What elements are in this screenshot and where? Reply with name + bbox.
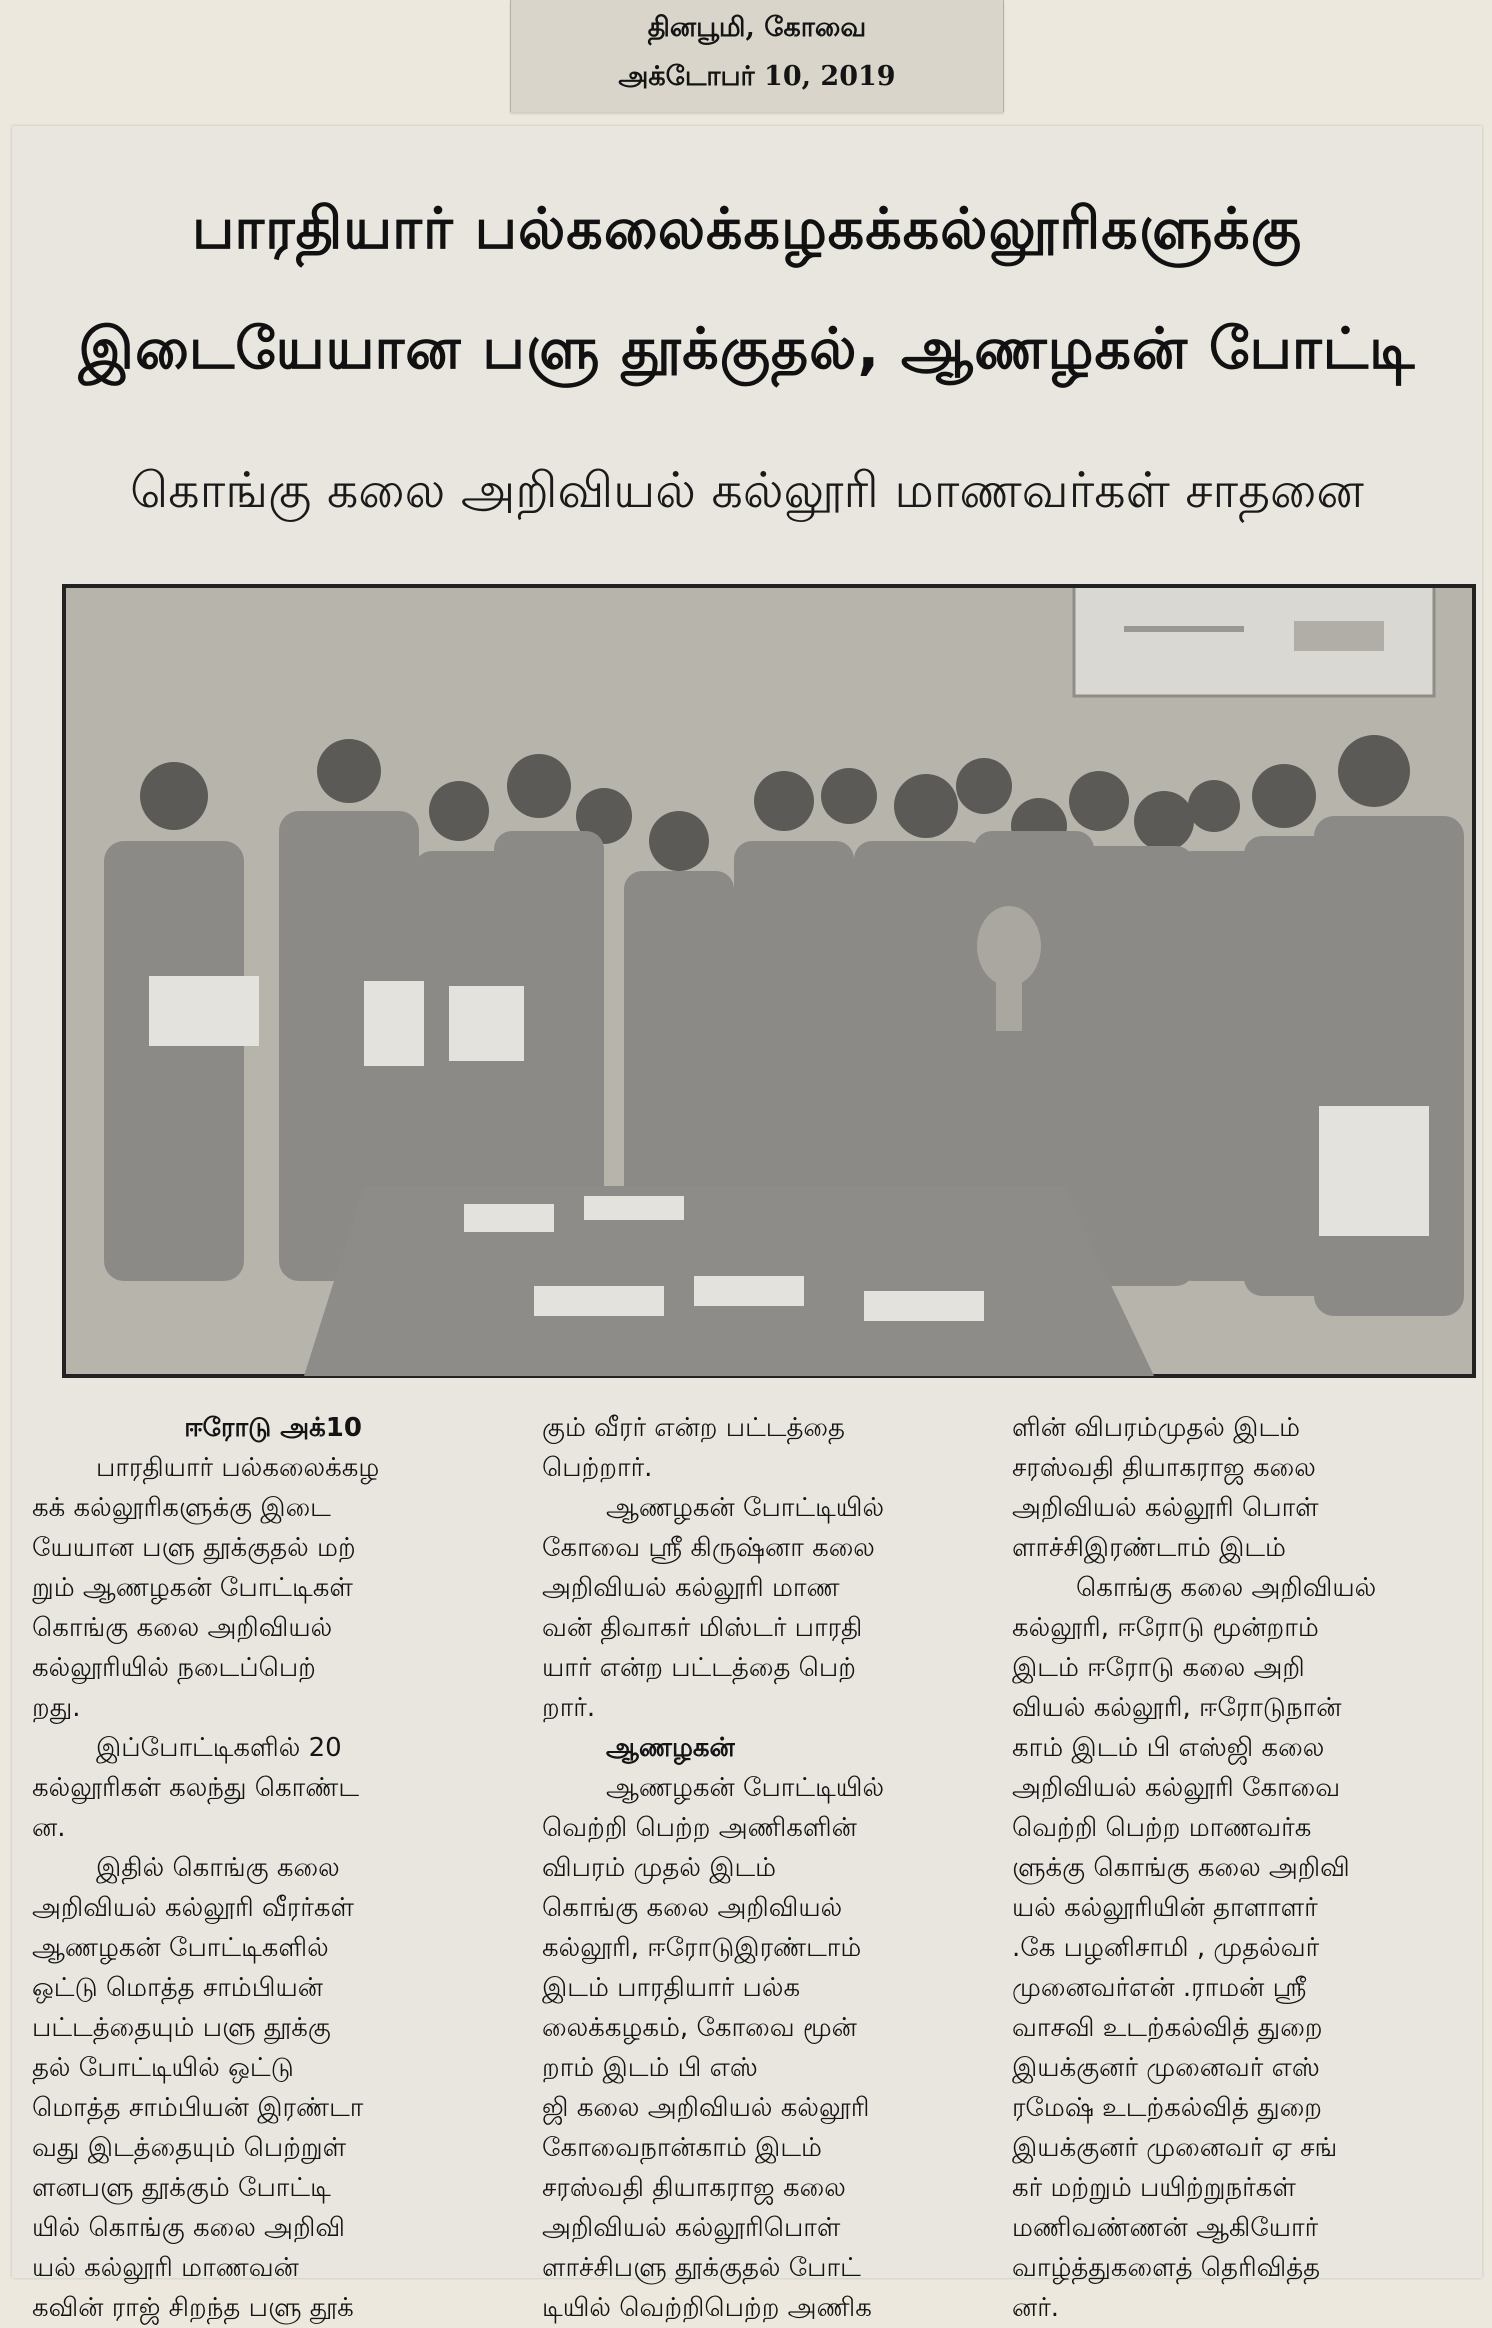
paragraph-line: றது. [32, 1693, 81, 1723]
paragraph-line: இப்போட்டிகளில் 20 [96, 1733, 342, 1763]
paragraph-line: கல்லூரி, ஈரோடு மூன்றாம் [1012, 1613, 1319, 1643]
paragraph-line: வெற்றி பெற்ற அணிகளின் [542, 1813, 857, 1843]
article-dateline: ஈரோடு அக்10 [184, 1413, 362, 1443]
paragraph-line: கொங்கு கலை அறிவியல் [32, 1613, 333, 1643]
paragraph-line: பாரதியார் பல்கலைக்கழ [96, 1453, 380, 1483]
article-column-3 [1012, 1408, 1482, 2323]
paragraph-line: கோவை ஸ்ரீ கிருஷ்னா கலை [542, 1533, 875, 1563]
paragraph-line: பட்டத்தையும் பளு தூக்கு [32, 2013, 331, 2043]
paragraph-line: ளனபளு தூக்கும் போட்டி [32, 2173, 331, 2203]
paragraph-line: ஆணழகன் போட்டியில் [606, 1493, 885, 1523]
paragraph-line: ளின் விபரம்முதல் இடம் [1012, 1413, 1301, 1443]
publication-date: அக்டோபர் 10, 2019 [618, 61, 896, 92]
paragraph-line: கக் கல்லூரிகளுக்கு இடை [32, 1493, 331, 1523]
paragraph-line: வியல் கல்லூரி, ஈரோடுநான் [1012, 1693, 1342, 1723]
paragraph-line: னர். [1012, 2293, 1060, 2323]
paragraph-line: யல் கல்லூரியின் தாளாளர் [1012, 1893, 1318, 1923]
paragraph-line: கல்லூரி, ஈரோடுஇரண்டாம் [542, 1933, 862, 1963]
paragraph-line: கர் மற்றும் பயிற்றுநர்கள் [1012, 2173, 1296, 2203]
paragraph-line: பெற்றார். [542, 1453, 653, 1483]
paragraph-line: வெற்றி பெற்ற மாணவர்க [1012, 1813, 1312, 1843]
paragraph-line: ரமேஷ் உடற்கல்வித் துறை [1012, 2093, 1322, 2123]
headline-line-2: இடையேயான பளு தூக்குதல், ஆணழகன் போட்டி [78, 316, 1416, 382]
paragraph-line: வது இடத்தையும் பெற்றுள் [32, 2133, 347, 2163]
paragraph-line: யார் என்ற பட்டத்தை பெற் [542, 1653, 856, 1683]
paragraph-line: கும் வீரர் என்ற பட்டத்தை [542, 1413, 845, 1443]
subheadline: கொங்கு கலை அறிவியல் கல்லூரி மாணவர்கள் சாதனை [130, 462, 1364, 519]
paragraph-line: ளாச்சிபளு தூக்குதல் போட் [542, 2253, 861, 2283]
paragraph-line: இதில் கொங்கு கலை [96, 1853, 340, 1883]
paragraph-line: வாழ்த்துகளைத் தெரிவித்த [1012, 2253, 1321, 2283]
paragraph-line: ஒட்டு மொத்த சாம்பியன் [32, 1973, 323, 2003]
paragraph-line: வாசவி உடற்கல்வித் துறை [1012, 2013, 1323, 2043]
paragraph-line: கொங்கு கலை அறிவியல் [1076, 1573, 1377, 1603]
article-column-2 [542, 1408, 1012, 2323]
paragraph-line: .கே பழனிசாமி , முதல்வர் [1012, 1933, 1320, 1963]
paragraph-line: இடம் பாரதியார் பல்க [542, 1973, 801, 2003]
paragraph-line: காம் இடம் பி எஸ்ஜி கலை [1012, 1733, 1325, 1763]
paragraph-line: இயக்குனர் முனைவர் ஏ சங் [1012, 2133, 1338, 2163]
article-column-1 [32, 1408, 522, 2323]
paragraph-line: ளாச்சிஇரண்டாம் இடம் [1012, 1533, 1286, 1563]
paragraph-line: அறிவியல் கல்லூரி பொள் [1012, 1493, 1319, 1523]
paragraph-line: யல் கல்லூரி மாணவன் [32, 2253, 299, 2283]
paragraph-line: சரஸ்வதி தியாகராஜ கலை [542, 2173, 846, 2203]
paragraph-line: மணிவண்ணன் ஆகியோர் [1012, 2213, 1319, 2243]
paragraph-line: கல்லூரிகள் கலந்து கொண்ட [32, 1773, 360, 1803]
paragraph-line: கல்லூரியில் நடைப்பெற் [32, 1653, 316, 1683]
subheading-label: ஆணழகன் [606, 1733, 735, 1763]
paragraph-line: சரஸ்வதி தியாகராஜ கலை [1012, 1453, 1316, 1483]
paragraph-line: ஜி கலை அறிவியல் கல்லூரி [542, 2093, 870, 2123]
paragraph-line: யில் கொங்கு கலை அறிவி [32, 2213, 345, 2243]
newspaper-dateline [510, 0, 1004, 112]
paragraph-line: அறிவியல் கல்லூரி வீரர்கள் [32, 1893, 354, 1923]
paragraph-line: ன. [32, 1813, 66, 1843]
group-photo-illustration [64, 586, 1474, 1376]
paragraph-line: றும் ஆணழகன் போட்டிகள் [32, 1573, 353, 1603]
news-clipping [12, 126, 1482, 2323]
paragraph-line: முனைவர்என் .ராமன் ஸ்ரீ [1012, 1973, 1307, 2003]
paragraph-line: விபரம் முதல் இடம் [542, 1853, 777, 1883]
paragraph-line: அறிவியல் கல்லூரிபொள் [542, 2213, 841, 2243]
paragraph-line: கொங்கு கலை அறிவியல் [542, 1893, 843, 1923]
paragraph-line: றார். [542, 1693, 596, 1723]
paragraph-line: அறிவியல் கல்லூரி கோவை [1012, 1773, 1341, 1803]
paragraph-line: கவின் ராஜ் சிறந்த பளு தூக் [32, 2293, 354, 2323]
group-photo [64, 586, 1474, 1376]
paragraph-line: இடம் ஈரோடு கலை அறி [1012, 1653, 1305, 1683]
paragraph-line: மொத்த சாம்பியன் இரண்டா [32, 2093, 364, 2123]
newspaper-name: தினபூமி, கோவை [647, 12, 867, 43]
headline-line-1: பாரதியார் பல்கலைக்கழகக்கல்லூரிகளுக்கு [191, 196, 1303, 262]
paragraph-line: கோவைநான்காம் இடம் [542, 2133, 822, 2163]
paragraph-line: யேயான பளு தூக்குதல் மற் [32, 1533, 356, 1563]
paragraph-line: டியில் வெற்றிபெற்ற அணிக [542, 2293, 872, 2323]
paragraph-line: அறிவியல் கல்லூரி மாண [542, 1573, 840, 1603]
paragraph-line: ஆணழகன் போட்டியில் [606, 1773, 885, 1803]
paragraph-line: இயக்குனர் முனைவர் எஸ் [1012, 2053, 1320, 2083]
paragraph-line: றாம் இடம் பி எஸ் [542, 2053, 758, 2083]
paragraph-line: வன் திவாகர் மிஸ்டர் பாரதி [542, 1613, 863, 1643]
paragraph-line: தல் போட்டியில் ஒட்டு [32, 2053, 294, 2083]
paragraph-line: ஆணழகன் போட்டிகளில் [32, 1933, 329, 1963]
paragraph-line: ளுக்கு கொங்கு கலை அறிவி [1012, 1853, 1350, 1883]
paragraph-line: லைக்கழகம், கோவை மூன் [542, 2013, 857, 2043]
